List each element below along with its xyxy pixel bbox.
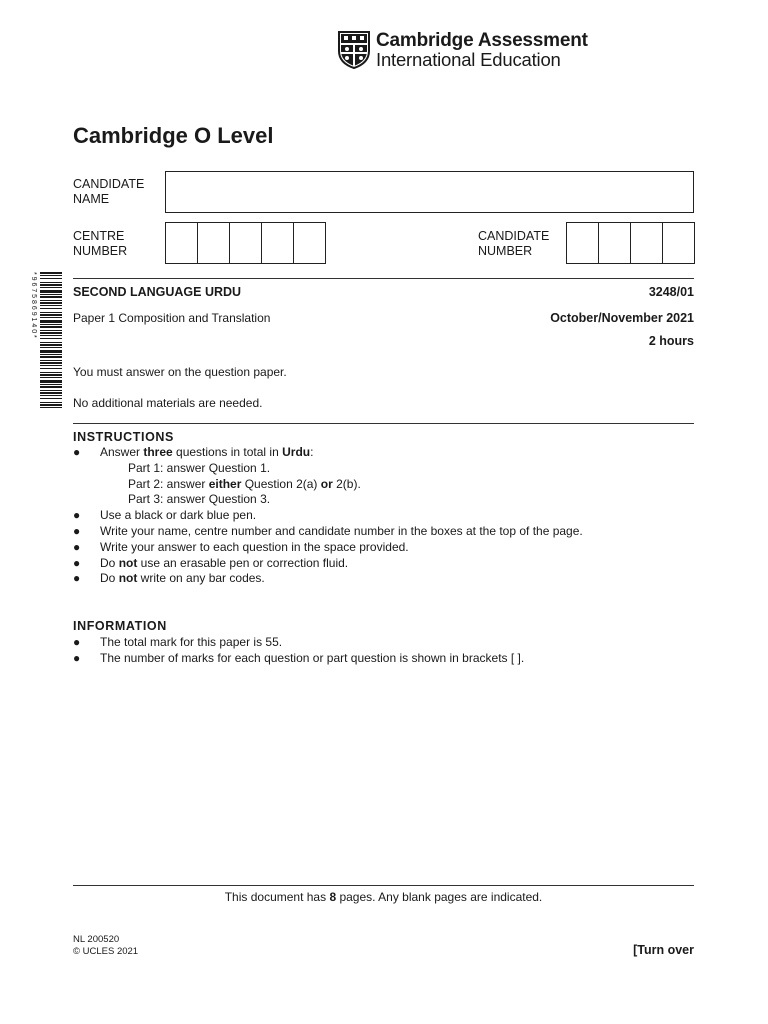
- candidate-name-label: CANDIDATE NAME: [73, 177, 145, 206]
- digit-box[interactable]: [198, 223, 230, 263]
- cambridge-shield-icon: [338, 31, 370, 69]
- candidate-number-field[interactable]: [566, 222, 695, 264]
- digit-box[interactable]: [631, 223, 663, 263]
- centre-number-field[interactable]: [165, 222, 326, 264]
- instructions-heading: INSTRUCTIONS: [73, 430, 174, 444]
- copyright: © UCLES 2021: [73, 946, 139, 957]
- reference-code: NL 200520: [73, 934, 120, 945]
- digit-box[interactable]: [567, 223, 599, 263]
- brand-line-1: Cambridge Assessment: [376, 30, 588, 51]
- barcode-icon: [28, 272, 62, 410]
- exam-session: October/November 2021: [550, 311, 694, 325]
- list-item: ● Use a black or dark blue pen.: [73, 508, 257, 523]
- footer-divider: [73, 885, 694, 886]
- list-item: ● The total mark for this paper is 55.: [73, 635, 283, 649]
- digit-box[interactable]: [663, 223, 694, 263]
- list-item: ● The number of marks for each question or part question is shown in brackets [ ].: [73, 650, 525, 665]
- cambridge-logo: [338, 31, 588, 69]
- page-title: Cambridge O Level: [73, 123, 274, 148]
- list-subitem: Part 1: answer Question 1.: [128, 460, 271, 475]
- information-list: [73, 635, 524, 667]
- answer-note: You must answer on the question paper.: [73, 365, 287, 379]
- centre-number-label: CENTRE NUMBER: [73, 229, 128, 258]
- digit-box[interactable]: [599, 223, 631, 263]
- divider: [73, 278, 694, 279]
- list-item: ● Write your name, centre number and candidate number in the boxes at the top of the page.: [73, 523, 583, 538]
- divider: [73, 423, 694, 424]
- information-heading: INFORMATION: [73, 619, 167, 633]
- paper-title: Paper 1 Composition and Translation: [73, 311, 271, 325]
- candidate-name-field[interactable]: [165, 171, 694, 213]
- subject-title: SECOND LANGUAGE URDU: [73, 285, 242, 299]
- page-count-note: This document has 8 pages. Any blank pages are indicated.: [224, 890, 543, 904]
- turn-over: [Turn over: [633, 943, 694, 957]
- digit-box[interactable]: [166, 223, 198, 263]
- candidate-number-label: CANDIDATE NUMBER: [478, 229, 550, 258]
- digit-box[interactable]: [294, 223, 325, 263]
- digit-box[interactable]: [230, 223, 262, 263]
- brand-line-2: International Education: [376, 49, 561, 70]
- list-item: ● Do not write on any bar codes.: [73, 571, 265, 586]
- duration: 2 hours: [648, 334, 694, 348]
- syllabus-code: 3248/01: [648, 285, 694, 299]
- list-subitem: Part 2: answer either Question 2(a) or 2(b).: [128, 476, 361, 491]
- materials-note: No additional materials are needed.: [73, 396, 263, 410]
- barcode-digits: * 9 6 7 5 8 6 9 1 4 0 *: [30, 272, 37, 338]
- digit-box[interactable]: [262, 223, 294, 263]
- list-subitem: Part 3: answer Question 3.: [128, 492, 271, 507]
- list-item: ● Do not use an erasable pen or correction fluid.: [73, 555, 349, 570]
- list-item: ● Write your answer to each question in the space provided.: [73, 539, 409, 554]
- list-item: ● Answer three questions in total in Urdu:: [73, 445, 314, 459]
- instructions-list: [73, 445, 583, 587]
